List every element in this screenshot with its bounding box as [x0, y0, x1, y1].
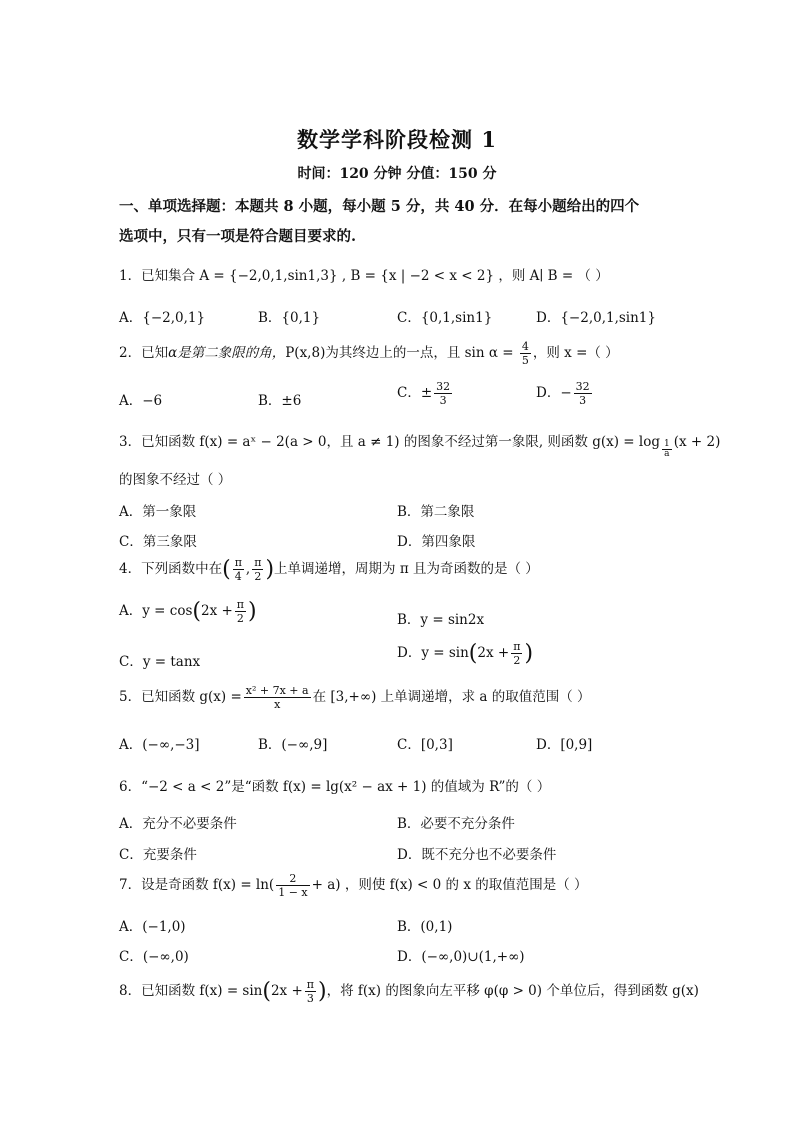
question-2-stem: 2．已知α是第二象限的角，P(x,8)为其终边上的一点，且 sin α = $\frac{4}{5}$ ，则 x =（ ） — [119, 340, 619, 367]
question-4-option-d: D．y = sin(2x + $\frac{\pi}{2}$ ) — [397, 640, 534, 667]
question-6-option-a: A．充分不必要条件 — [119, 816, 237, 832]
section-heading-line2: 选项中，只有一项是符合题目要求的. — [119, 228, 357, 245]
question-7-stem: 7．设是奇函数 f(x) = ln( $\frac{2}{1 - x}$ + a) ，则使 f(x) < 0 的 x 的取值范围是（ ） — [119, 872, 588, 899]
question-2-option-d: D．− $\frac{32}{3}$ — [536, 380, 590, 407]
question-6-option-b: B．必要不充分条件 — [397, 816, 515, 832]
question-4-stem: 4．下列函数中在( $\frac{\pi}{4}$ , $\frac{\pi}{2}$ )上单调递增，周期为 π 且为奇函数的是（ ） — [119, 556, 539, 583]
question-3-stem-line2: 的图象不经过（ ） — [119, 472, 232, 488]
question-3-option-d: D．第四象限 — [397, 534, 476, 550]
question-2-option-b: B．±6 — [258, 393, 302, 409]
exam-info: 时间：120 分钟 分值：150 分 — [297, 166, 497, 182]
question-3-option-b: B．第二象限 — [397, 504, 475, 520]
question-5-option-a: A．(−∞,−3] — [119, 737, 200, 753]
question-5-option-c: C．[0,3] — [397, 737, 453, 753]
question-1-option-c: C．{0,1,sin1} — [397, 310, 493, 326]
question-6-option-c: C．充要条件 — [119, 847, 197, 863]
question-6-stem: 6．“−2 < a < 2”是“函数 f(x) = lg(x² − ax + 1) 的值域为 R”的（ ） — [119, 779, 551, 795]
page-title: 数学学科阶段检测 1 — [297, 127, 497, 152]
question-2-option-c: C．± $\frac{32}{3}$ — [397, 380, 451, 407]
question-7-option-b: B．(0,1) — [397, 919, 453, 935]
question-1-stem: 1．已知集合 A = {−2,0,1,sin1,3} , B = {x | −2 < x < 2} ，则 A∣ B = （ ） — [119, 268, 609, 284]
question-6-option-d: D．既不充分也不必要条件 — [397, 847, 557, 863]
question-2-fraction: $\frac{4}{5}$ — [521, 340, 529, 367]
question-1-option-b: B．{0,1} — [258, 310, 321, 326]
question-8-stem: 8．已知函数 f(x) = sin(2x + $\frac{\pi}{3}$ )，将 f(x) 的图象向左平移 φ(φ > 0) 个单位后，得到函数 g(x) — [119, 978, 699, 1005]
question-4-option-c: C．y = tanx — [119, 654, 201, 670]
section-heading-line1: 一、单项选择题：本题共 8 小题，每小题 5 分，共 40 分．在每小题给出的四个 — [119, 198, 640, 215]
question-7-option-c: C．(−∞,0) — [119, 949, 189, 965]
question-2-option-a: A．−6 — [119, 393, 163, 409]
question-3-stem-line1: 3．已知函数 f(x) = aˣ − 2(a > 0，且 a ≠ 1) 的图象不经过第一象限, 则函数 g(x) = log $\frac{1}{a}$ (x + 2) — [119, 434, 721, 459]
question-4-option-a: A．y = cos(2x + $\frac{\pi}{2}$ ) — [119, 598, 257, 625]
question-7-option-d: D．(−∞,0)∪(1,+∞) — [397, 949, 525, 965]
question-1-option-a: A．{−2,0,1} — [119, 310, 206, 326]
question-4-option-b: B．y = sin2x — [397, 612, 485, 628]
question-3-option-a: A．第一象限 — [119, 504, 197, 520]
question-3-option-c: C．第三象限 — [119, 534, 197, 550]
question-1-option-d: D．{−2,0,1,sin1} — [536, 310, 656, 326]
question-7-option-a: A．(−1,0) — [119, 919, 186, 935]
question-5-stem: 5．已知函数 g(x) = $\frac{\text{x² + 7x + a}}{x}$ 在 [3,+∞) 上单调递增，求 a 的取值范围（ ） — [119, 684, 591, 711]
question-5-option-d: D．[0,9] — [536, 737, 593, 753]
question-5-option-b: B．(−∞,9] — [258, 737, 328, 753]
